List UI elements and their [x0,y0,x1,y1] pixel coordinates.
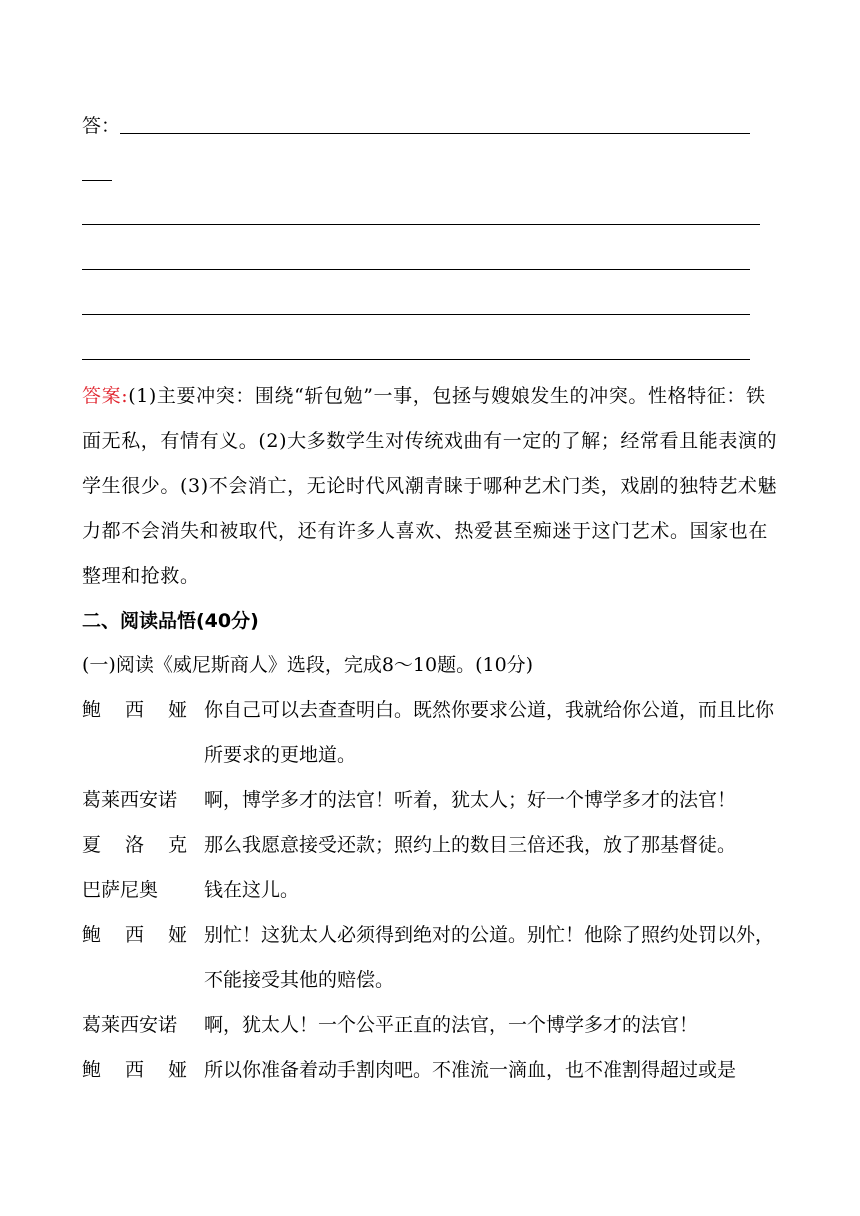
speaker-name [82,878,187,902]
dialogue-line: 别忙！这犹太人必须得到绝对的公道。别忙！他除了照约处罚以外，不能接受其他的赔偿。 [204,924,775,991]
speaker-char: 娅 [167,699,187,721]
speaker-char: 葛莱西安诺 [82,789,178,811]
speaker-char: 夏 [82,834,102,856]
speaker-name [82,923,187,947]
speaker-char: 娅 [167,924,187,946]
answer-key-label: 答案: [82,385,129,407]
speaker-name [82,788,187,812]
speaker-char: 葛莱西安诺 [82,1014,178,1036]
speaker-char: 西 [124,699,144,721]
speaker-char: 鲍 [82,699,102,721]
speaker-name [82,1058,187,1082]
answer-blank-line [82,180,112,181]
speaker-char: 西 [124,924,144,946]
dialogue-line: 你自己可以去查查明白。既然你要求公道，我就给你公道，而且比你所要求的更地道。 [204,699,775,766]
answer-blank-line [82,359,750,360]
dialogue-line: 那么我愿意接受还款；照约上的数目三倍还我，放了那基督徒。 [204,834,737,856]
dialogue-line: 啊，博学多才的法官！听着，犹太人；好一个博学多才的法官！ [204,789,737,811]
speaker-char: 鲍 [82,1059,102,1081]
speaker-name [82,698,187,722]
speaker-name [82,833,187,857]
dialogue-line: 啊，犹太人！一个公平正直的法官，一个博学多才的法官！ [204,1014,699,1036]
answer-prompt-label: 答： [82,115,121,137]
answer-blank-line [82,314,750,315]
answer-key-paragraph [82,374,782,599]
subsection-heading: (一)阅读《威尼斯商人》选段，完成8～10题。(10分) [82,654,534,676]
answer-blank-line [120,133,750,134]
answer-blank-line [82,224,760,225]
speaker-char: 洛 [124,834,144,856]
speaker-char: 鲍 [82,924,102,946]
speaker-name [82,1013,187,1037]
answer-key-text: (1)主要冲突：围绕“斩包勉”一事，包拯与嫂娘发生的冲突。性格特征：铁面无私，有情有义。(2)大多数学生对传统戏曲有一定的了解；经常看且能表演的学生很少。(3)不会消亡，无论时代风潮青睐于哪种艺术门类，戏剧的独特艺术魅力都不会消失和被取代，还有许多人喜欢、热爱甚至痴迷于这门艺术。国家也在整理和抢救。 [82,385,778,587]
speaker-char: 克 [167,834,187,856]
answer-blank-line [82,269,750,270]
section-heading: 二、阅读品悟(40分) [82,610,259,632]
dialogue-line: 钱在这儿。 [204,879,300,901]
speaker-char: 西 [124,1059,144,1081]
dialogue-line: 所以你准备着动手割肉吧。不准流一滴血，也不准割得超过或是 [204,1059,737,1081]
speaker-char: 娅 [167,1059,187,1081]
speaker-char: 巴萨尼奥 [82,879,159,901]
